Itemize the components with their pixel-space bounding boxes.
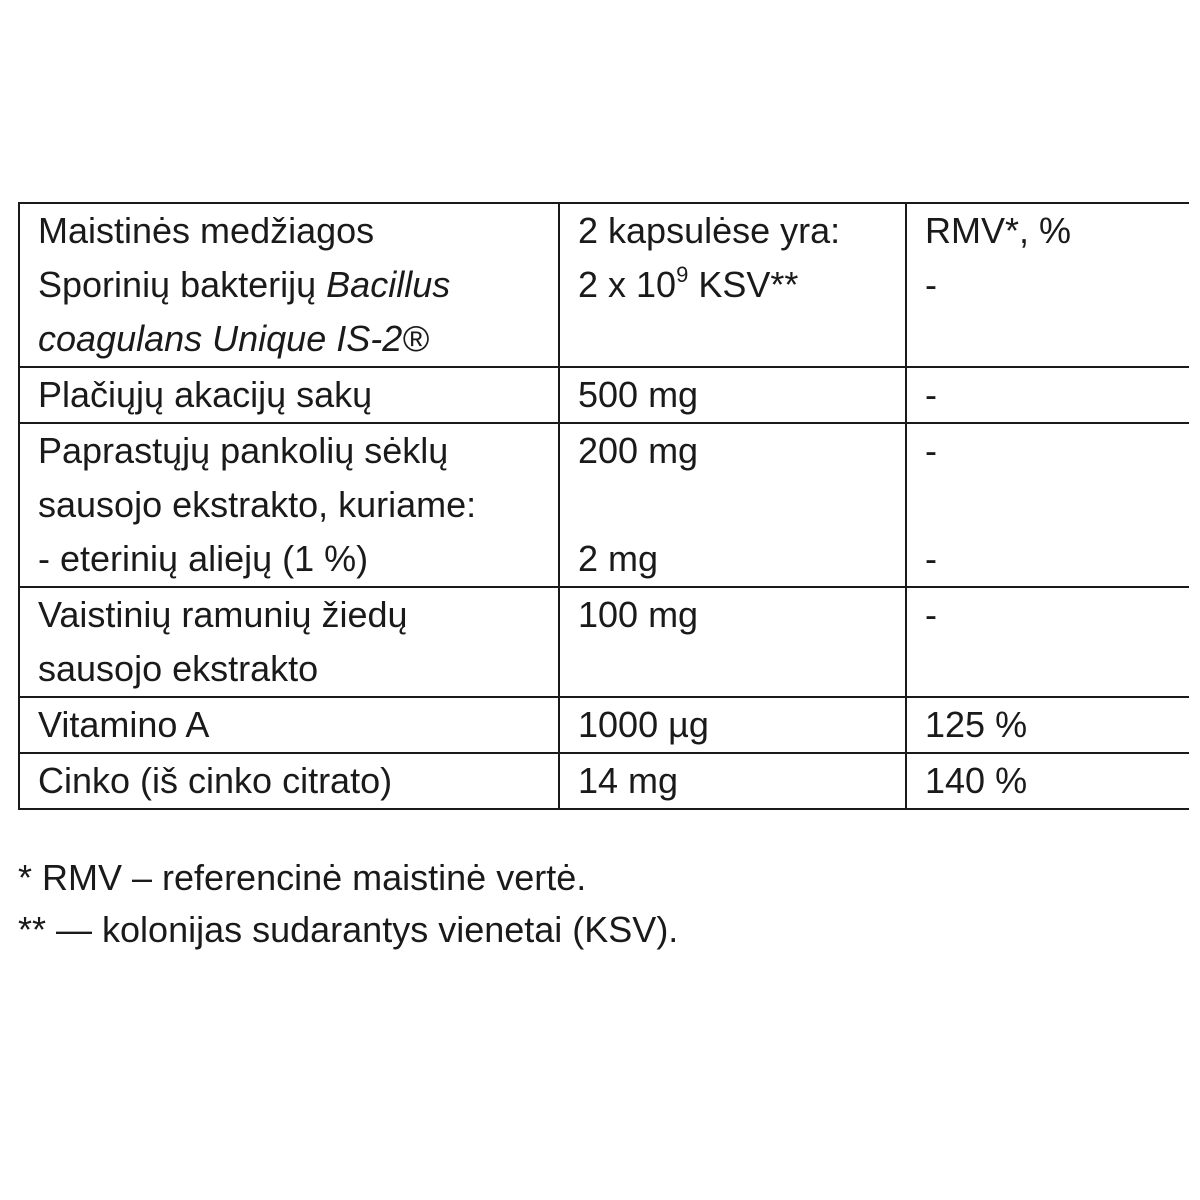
amount-line: 2 mg [578,538,659,579]
nutrient-name-line: sausojo ekstrakto [38,648,319,689]
amount-line: 100 mg [578,594,699,635]
footnote-rmv: * RMV – referencinė maistinė vertė. [18,857,587,898]
nutrient-name-line: Sporinių bakterijų Bacillus [38,264,451,305]
nutrient-name-line: coagulans Unique IS-2® [38,318,429,359]
amount-line [578,478,905,532]
rmv-cell [906,367,1189,423]
amount-line [578,312,905,366]
amount-line: 200 mg [578,430,699,471]
nutrient-name-cell [19,367,559,423]
nutrient-name-cell [19,697,559,753]
rmv-line: - [925,374,937,415]
amount-cell [559,697,906,753]
rmv-line [925,478,1189,532]
footnote-ksv: ** — kolonijas sudarantys vienetai (KSV). [18,909,679,950]
amount-cell [559,753,906,809]
rmv-line: - [925,430,937,471]
rmv-line: 140 % [925,760,1028,801]
table-row [19,423,1189,587]
nutrient-name-line: Plačiųjų akacijų sakų [38,374,373,415]
nutrient-name-line: - eterinių aliejų (1 %) [38,538,369,579]
column-header-nutrients: Maistinės medžiagos [38,210,375,251]
amount-line: 1000 µg [578,704,709,745]
nutrient-name-line: Vaistinių ramunių žiedų [38,594,408,635]
rmv-line: 125 % [925,704,1028,745]
amount-cell [559,587,906,697]
rmv-cell [906,753,1189,809]
rmv-line: - [925,264,937,305]
nutrient-name-line: sausojo ekstrakto, kuriame: [38,484,477,525]
amount-line [578,642,905,696]
nutrient-name-cell [19,203,559,367]
rmv-cell [906,587,1189,697]
footnotes [18,852,1178,956]
rmv-cell [906,423,1189,587]
amount-line: 500 mg [578,374,699,415]
amount-cell [559,367,906,423]
column-header-rmv: RMV*, % [925,210,1072,251]
rmv-line [925,642,1189,696]
column-header-amount: 2 kapsulėse yra: [578,210,841,251]
table-row [19,367,1189,423]
table-row [19,203,1189,367]
nutrient-name-line: Paprastųjų pankolių sėklų [38,430,449,471]
table-row [19,697,1189,753]
rmv-cell [906,203,1189,367]
amount-line: 14 mg [578,760,679,801]
nutrient-name-line: Vitamino A [38,704,210,745]
amount-cell [559,203,906,367]
nutrient-table [18,202,1189,810]
nutrient-name-cell [19,423,559,587]
table-row [19,587,1189,697]
amount-line: 2 x $10^9$ KSV** [578,262,799,305]
rmv-line: - [925,594,937,635]
nutrient-name-line: Cinko (iš cinko citrato) [38,760,393,801]
nutrient-name-cell [19,587,559,697]
rmv-cell [906,697,1189,753]
nutrient-name-cell [19,753,559,809]
rmv-line [925,312,1189,366]
rmv-line: - [925,538,937,579]
table-row [19,753,1189,809]
amount-cell [559,423,906,587]
